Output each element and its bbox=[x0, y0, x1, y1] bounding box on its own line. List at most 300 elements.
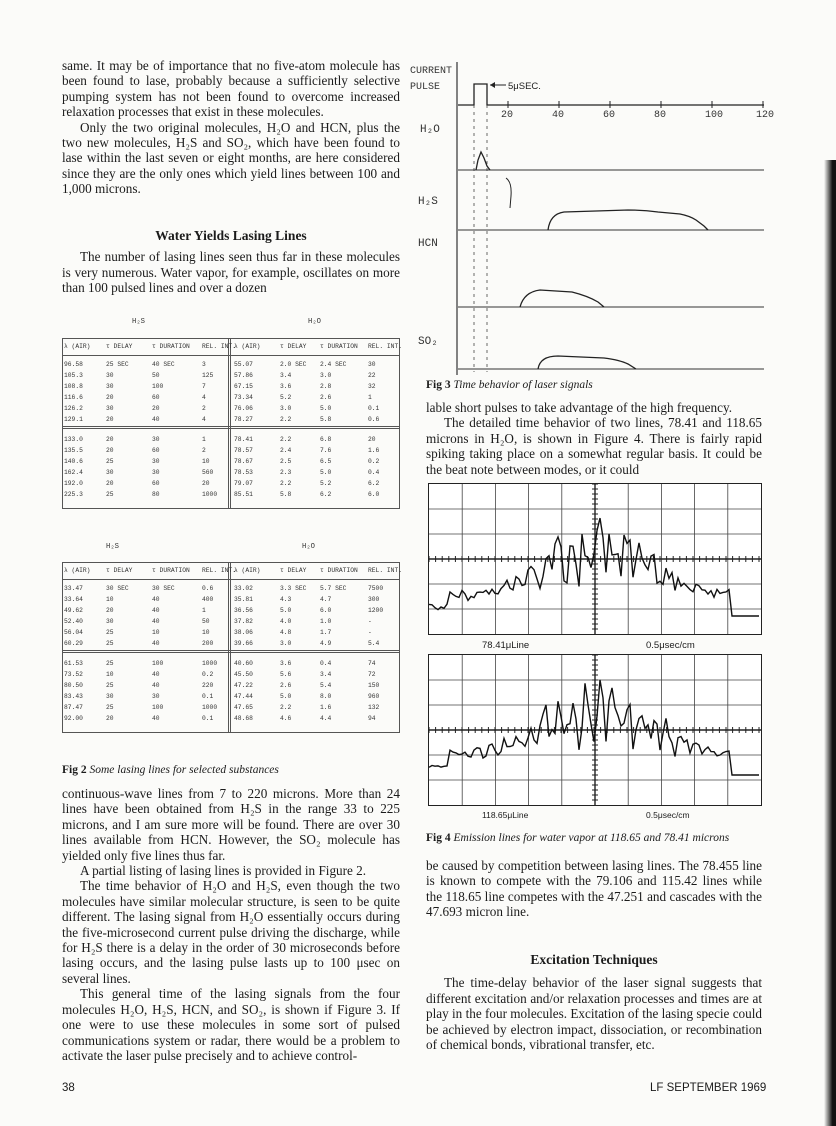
fig3-pulse-note: 5μSEC. bbox=[508, 81, 541, 92]
table-cell: 20 bbox=[202, 480, 210, 487]
table-lower bbox=[62, 562, 403, 742]
fig3-tick-label: 100 bbox=[705, 110, 724, 121]
fig4-caption-text: Emission lines for water vapor at 118.65 and 78.41 microns bbox=[453, 832, 730, 844]
table-cell: 10 bbox=[106, 671, 114, 678]
table-cell: 1000 bbox=[202, 660, 218, 667]
table-cell: 0.1 bbox=[202, 693, 214, 700]
table-rule bbox=[62, 355, 400, 356]
table-row bbox=[62, 671, 400, 679]
paragraph: The time behavior of H₂O and H₂S, even though the two molecules have similar molecular structure, is seen to be quite different. The lasing signal from H₂O essentially occurs during the five-microsecond current pulse driving the discharge, while for H₂S there is a delay in the order of 30 microseconds before lasing occurs, and the lasing pulse lasts up to 100 μsec on several lines. bbox=[62, 878, 400, 986]
table-cell: 20 bbox=[106, 416, 114, 423]
fig3-tick-label: 20 bbox=[501, 110, 514, 121]
table-cell: 1200 bbox=[368, 607, 384, 614]
table-cell: 25 SEC bbox=[106, 361, 129, 368]
table-cell: 2 bbox=[202, 447, 206, 454]
oscilloscope-78-41 bbox=[428, 483, 762, 635]
table-cell: 30 bbox=[106, 405, 114, 412]
table-cell: 1.6 bbox=[320, 704, 332, 711]
table-cell: 22 bbox=[368, 372, 376, 379]
table-cell: 25 bbox=[106, 660, 114, 667]
table-cell: 10 bbox=[202, 458, 210, 465]
table-cell: 4.7 bbox=[320, 596, 332, 603]
table-cell: 52.40 bbox=[64, 618, 83, 625]
table-header-cell: τ DELAY bbox=[106, 343, 133, 350]
table-cell: 60 bbox=[152, 480, 160, 487]
table-cell: 5.0 bbox=[320, 469, 332, 476]
table-cell: 192.0 bbox=[64, 480, 83, 487]
table-cell: 6.2 bbox=[320, 491, 332, 498]
table-title-h2s-lower: H₂S bbox=[106, 543, 119, 551]
table-cell: 8.0 bbox=[320, 693, 332, 700]
table-row bbox=[62, 704, 400, 712]
table-cell: 60 bbox=[152, 394, 160, 401]
table-cell: 30 bbox=[106, 469, 114, 476]
table-cell: 78.53 bbox=[234, 469, 253, 476]
fig3-tick-label: 120 bbox=[756, 110, 775, 121]
table-cell: 3.0 bbox=[280, 405, 292, 412]
table-cell: 30 bbox=[368, 361, 376, 368]
table-header-cell: λ (AIR) bbox=[234, 343, 261, 350]
table-cell: 36.56 bbox=[234, 607, 253, 614]
table-cell: 133.0 bbox=[64, 436, 83, 443]
table-rule bbox=[62, 338, 400, 339]
table-cell: 39.66 bbox=[234, 640, 253, 647]
table-row bbox=[62, 394, 400, 402]
paragraph: lable short pulses to take advantage of the high frequency. bbox=[426, 400, 733, 415]
table-cell: 79.07 bbox=[234, 480, 253, 487]
table-cell: 49.62 bbox=[64, 607, 83, 614]
table-rule bbox=[62, 650, 400, 651]
table-cell: 83.43 bbox=[64, 693, 83, 700]
table-cell: 200 bbox=[202, 640, 214, 647]
table-header-cell: τ DELAY bbox=[106, 567, 133, 574]
table-cell: 140.6 bbox=[64, 458, 83, 465]
page-edge-shadow bbox=[824, 160, 836, 1126]
h2o-trace bbox=[476, 152, 490, 170]
table-cell: 40 bbox=[152, 607, 160, 614]
table-cell: 5.7 SEC bbox=[320, 585, 347, 592]
table-cell: 4.9 bbox=[320, 640, 332, 647]
table-header-cell: τ DELAY bbox=[280, 567, 307, 574]
table-cell: 3.3 SEC bbox=[280, 585, 307, 592]
scope1-svg bbox=[429, 484, 761, 634]
table-cell: 10 bbox=[106, 596, 114, 603]
table-cell: 6.8 bbox=[320, 436, 332, 443]
table-title-h2o-lower: H₂O bbox=[302, 543, 315, 551]
table-cell: 78.41 bbox=[234, 436, 253, 443]
table-cell: 1 bbox=[202, 436, 206, 443]
table-row bbox=[62, 416, 400, 424]
table-cell: 3.0 bbox=[320, 372, 332, 379]
paragraph: The number of lasing lines seen thus far in these molecules is very numerous. Water vapor, for example, oscillates on more than 100 pulsed lines and over a dozen bbox=[62, 249, 400, 296]
paragraph: same. It may be of importance that no five-atom molecule has been found to lase, probably because a sufficiently selective pumping system has not been found to overcome increased relaxation processes that exist in these molecules. bbox=[62, 58, 400, 120]
table-cell: 560 bbox=[202, 469, 214, 476]
table-cell: 45.50 bbox=[234, 671, 253, 678]
table-cell: 35.81 bbox=[234, 596, 253, 603]
right-column-bottom bbox=[426, 858, 762, 920]
table-cell: 100 bbox=[152, 704, 164, 711]
table-header-cell: λ (AIR) bbox=[64, 567, 91, 574]
paragraph: be caused by competition between lasing lines. The 78.455 line is known to compete with the 79.106 and 115.42 lines while the 118.65 line competes with the 47.251 and cascades with the 47.693 micron line. bbox=[426, 858, 762, 920]
table-row bbox=[62, 640, 400, 648]
table-cell: 4.6 bbox=[280, 715, 292, 722]
table-header-cell: τ DELAY bbox=[280, 343, 307, 350]
table-cell: 6.0 bbox=[368, 491, 380, 498]
table-cell: 30 bbox=[152, 458, 160, 465]
table-cell: 4.0 bbox=[280, 618, 292, 625]
paragraph: A partial listing of lasing lines is provided in Figure 2. bbox=[80, 863, 367, 879]
table-cell: 25 bbox=[106, 704, 114, 711]
table-row bbox=[62, 480, 400, 488]
table-cell: 50 bbox=[202, 618, 210, 625]
table-cell: 87.47 bbox=[64, 704, 83, 711]
table-cell: 2.6 bbox=[280, 682, 292, 689]
page-number: 38 bbox=[62, 1082, 75, 1094]
fig3-svg bbox=[408, 60, 775, 378]
table-row bbox=[62, 436, 400, 444]
table-rule bbox=[62, 652, 400, 653]
fig2-caption bbox=[62, 764, 279, 776]
table-row bbox=[62, 660, 400, 668]
oscilloscope-118-65 bbox=[428, 654, 762, 806]
table-cell: 2.8 bbox=[320, 383, 332, 390]
paragraph: Only the two original molecules, H₂O and HCN, plus the two new molecules, H₂S and SO₂, which have been found to lase within the last seven or eight months, are here considered since they are the only ones which yield lines between 100 and 1,000 microns. bbox=[62, 119, 400, 197]
fig2-caption-number: Fig 2 bbox=[62, 764, 87, 776]
table-cell: 40 SEC bbox=[152, 361, 175, 368]
fig3-label-pulse: PULSE bbox=[410, 82, 441, 93]
table-cell: 40 bbox=[152, 715, 160, 722]
table-cell: 4 bbox=[202, 394, 206, 401]
table-rule bbox=[62, 732, 400, 733]
fig3-row-label-h2s: H₂S bbox=[418, 196, 438, 208]
fig3-timing-diagram bbox=[408, 60, 775, 378]
table-cell: 60 bbox=[152, 447, 160, 454]
table-cell: 20 bbox=[106, 607, 114, 614]
fig3-caption-text: Time behavior of laser signals bbox=[453, 379, 593, 391]
table-cell: 80.50 bbox=[64, 682, 83, 689]
table-title-h2s: H₂S bbox=[132, 318, 145, 326]
table-cell: 5.2 bbox=[320, 480, 332, 487]
so2-trace bbox=[538, 356, 636, 369]
fig3-row-label-h2o: H₂O bbox=[420, 124, 440, 136]
table-rule bbox=[62, 426, 400, 427]
table-cell: 2.3 bbox=[280, 469, 292, 476]
fig3-row-label-so2: SO₂ bbox=[418, 336, 438, 348]
table-rule bbox=[62, 562, 400, 563]
scope2-scale-label: 0.5μsec/cm bbox=[646, 810, 690, 820]
table-cell: 5.2 bbox=[280, 394, 292, 401]
table-rule bbox=[62, 579, 400, 580]
fig3-tick-label: 40 bbox=[552, 110, 565, 121]
table-cell: 2.2 bbox=[280, 416, 292, 423]
table-cell: 40 bbox=[152, 640, 160, 647]
table-row bbox=[62, 447, 400, 455]
table-row bbox=[62, 607, 400, 615]
table-row bbox=[62, 458, 400, 466]
table-cell: 0.6 bbox=[368, 416, 380, 423]
table-cell: 1000 bbox=[202, 704, 218, 711]
table-cell: 47.44 bbox=[234, 693, 253, 700]
table-cell: 47.65 bbox=[234, 704, 253, 711]
section-excitation bbox=[426, 952, 762, 1052]
table-cell: 3 bbox=[202, 361, 206, 368]
table-cell: 76.06 bbox=[234, 405, 253, 412]
table-cell: 6.2 bbox=[368, 480, 380, 487]
table-cell: 2.0 SEC bbox=[280, 361, 307, 368]
fig4-caption bbox=[426, 832, 729, 844]
table-cell: 30 bbox=[106, 618, 114, 625]
table-cell: 2.6 bbox=[320, 394, 332, 401]
table-upper bbox=[62, 338, 403, 518]
table-cell: 960 bbox=[368, 693, 380, 700]
paragraph: The time-delay behavior of the laser signal suggests that different excitation and/or relaxation processes and times are at play in the four molecules. Excitation of the lasing specie could be achieved by electron impact, dissociation, or recombination of chemical bonds, vibrational transfer, etc. bbox=[426, 975, 762, 1053]
left-column-top bbox=[62, 58, 400, 197]
table-cell: 108.8 bbox=[64, 383, 83, 390]
table-header-cell: REL. INT. bbox=[202, 343, 237, 350]
table-cell: 2.4 SEC bbox=[320, 361, 347, 368]
table-cell: 73.34 bbox=[234, 394, 253, 401]
table-header-row bbox=[62, 567, 403, 575]
table-cell: 10 bbox=[202, 629, 210, 636]
table-cell: 129.1 bbox=[64, 416, 83, 423]
table-cell: 25 bbox=[106, 458, 114, 465]
table-header-cell: REL. INT. bbox=[368, 567, 403, 574]
table-cell: 7.6 bbox=[320, 447, 332, 454]
table-cell: 6.5 bbox=[320, 458, 332, 465]
table-cell: 96.58 bbox=[64, 361, 83, 368]
table-cell: 1 bbox=[202, 607, 206, 614]
table-cell: 4.3 bbox=[280, 596, 292, 603]
table-row bbox=[62, 491, 400, 499]
table-cell: 33.64 bbox=[64, 596, 83, 603]
table-cell: 5.0 bbox=[280, 607, 292, 614]
table-cell: 30 SEC bbox=[152, 585, 175, 592]
table-cell: 20 bbox=[106, 436, 114, 443]
scope2-line-label: 118.65μLine bbox=[482, 810, 529, 820]
table-header-cell: τ DURATION bbox=[320, 343, 358, 350]
table-header-cell: REL. INT. bbox=[368, 343, 403, 350]
table-cell: 5.6 bbox=[280, 671, 292, 678]
table-cell: 1.7 bbox=[320, 629, 332, 636]
table-cell: 74 bbox=[368, 660, 376, 667]
table-cell: 3.0 bbox=[280, 640, 292, 647]
table-title-h2o: H₂O bbox=[308, 318, 321, 326]
table-rule bbox=[62, 428, 400, 429]
table-cell: 5.8 bbox=[320, 416, 332, 423]
table-cell: 56.04 bbox=[64, 629, 83, 636]
table-cell: 2 bbox=[202, 405, 206, 412]
table-cell: 3.4 bbox=[280, 372, 292, 379]
table-cell: 55.07 bbox=[234, 361, 253, 368]
table-cell: 0.2 bbox=[202, 671, 214, 678]
fig4-caption-number: Fig 4 bbox=[426, 832, 451, 844]
table-cell: 40 bbox=[152, 416, 160, 423]
table-cell: 57.86 bbox=[234, 372, 253, 379]
table-row bbox=[62, 618, 400, 626]
table-cell: 3.6 bbox=[280, 383, 292, 390]
table-row bbox=[62, 596, 400, 604]
table-cell: 40 bbox=[152, 671, 160, 678]
table-cell: 2.2 bbox=[280, 480, 292, 487]
table-cell: 50 bbox=[152, 372, 160, 379]
scope2-svg bbox=[429, 655, 761, 805]
table-cell: 80 bbox=[152, 491, 160, 498]
table-cell: 0.1 bbox=[202, 715, 214, 722]
table-header-cell: τ DURATION bbox=[152, 343, 190, 350]
table-cell: 105.3 bbox=[64, 372, 83, 379]
table-cell: 20 bbox=[106, 480, 114, 487]
right-column-mid bbox=[426, 400, 762, 477]
table-cell: 7500 bbox=[368, 585, 384, 592]
table-cell: 100 bbox=[152, 660, 164, 667]
table-cell: 0.6 bbox=[202, 585, 214, 592]
table-cell: 7 bbox=[202, 383, 206, 390]
left-column-bottom bbox=[62, 786, 400, 1063]
table-cell: 92.00 bbox=[64, 715, 83, 722]
table-cell: 20 bbox=[106, 447, 114, 454]
section-heading: Excitation Techniques bbox=[530, 952, 658, 967]
table-cell: 0.2 bbox=[368, 458, 380, 465]
table-cell: 3.4 bbox=[320, 671, 332, 678]
table-cell: - bbox=[368, 618, 372, 625]
table-cell: 30 bbox=[106, 372, 114, 379]
table-cell: 73.52 bbox=[64, 671, 83, 678]
section-water bbox=[62, 228, 400, 296]
table-row bbox=[62, 383, 400, 391]
table-row bbox=[62, 585, 400, 593]
table-cell: 5.0 bbox=[280, 693, 292, 700]
table-cell: 20 bbox=[152, 405, 160, 412]
table-cell: 126.2 bbox=[64, 405, 83, 412]
table-cell: 6.0 bbox=[320, 607, 332, 614]
fig2-caption-text: Some lasing lines for selected substances bbox=[89, 764, 279, 776]
fig3-row-label-hcn: HCN bbox=[418, 238, 438, 250]
table-cell: 25 bbox=[106, 682, 114, 689]
fig3-label-current: CURRENT bbox=[410, 66, 453, 77]
table-header-row bbox=[62, 343, 403, 351]
table-cell: 10 bbox=[152, 629, 160, 636]
table-cell: 60.29 bbox=[64, 640, 83, 647]
table-cell: 72 bbox=[368, 671, 376, 678]
table-cell: 125 bbox=[202, 372, 214, 379]
table-row bbox=[62, 693, 400, 701]
table-cell: 25 bbox=[106, 491, 114, 498]
table-cell: 0.4 bbox=[368, 469, 380, 476]
table-cell: 5.8 bbox=[280, 491, 292, 498]
table-cell: 2.2 bbox=[280, 436, 292, 443]
table-cell: 78.57 bbox=[234, 447, 253, 454]
table-cell: 32 bbox=[368, 383, 376, 390]
hcn-trace bbox=[520, 290, 604, 307]
table-row bbox=[62, 682, 400, 690]
table-cell: 162.4 bbox=[64, 469, 83, 476]
fig3-tick-label: 60 bbox=[603, 110, 616, 121]
table-cell: 1000 bbox=[202, 491, 218, 498]
table-cell: 5.4 bbox=[368, 640, 380, 647]
table-cell: 1.6 bbox=[368, 447, 380, 454]
table-row bbox=[62, 469, 400, 477]
table-header-cell: λ (AIR) bbox=[64, 343, 91, 350]
lasing-lines-table bbox=[62, 318, 403, 758]
table-cell: 0.1 bbox=[368, 405, 380, 412]
scope1-line-label: 78.41μLine bbox=[482, 640, 530, 651]
table-cell: 5.0 bbox=[320, 405, 332, 412]
table-cell: 33.47 bbox=[64, 585, 83, 592]
table-cell: 20 bbox=[368, 436, 376, 443]
table-cell: 4 bbox=[202, 416, 206, 423]
table-row bbox=[62, 715, 400, 723]
table-row bbox=[62, 405, 400, 413]
table-cell: 61.53 bbox=[64, 660, 83, 667]
current-pulse-trace bbox=[458, 84, 764, 105]
table-cell: 150 bbox=[368, 682, 380, 689]
table-cell: 85.51 bbox=[234, 491, 253, 498]
table-cell: 2.2 bbox=[280, 704, 292, 711]
h2s-trace bbox=[548, 210, 708, 230]
table-header-cell: τ DURATION bbox=[152, 567, 190, 574]
table-cell: 4.8 bbox=[280, 629, 292, 636]
table-rule bbox=[62, 508, 400, 509]
table-cell: 37.82 bbox=[234, 618, 253, 625]
table-cell: 78.27 bbox=[234, 416, 253, 423]
table-cell: 30 bbox=[152, 693, 160, 700]
paragraph: continuous-wave lines from 7 to 220 microns. More than 24 lines have been obtained from H₂S in the range 33 to 225 microns, and I am sure more will be found. There are over 30 lines available from HCN. However, the SO₂ molecule has yielded only five lines thus far. bbox=[62, 786, 400, 863]
scope1-scale-label: 0.5μsec/cm bbox=[646, 640, 695, 651]
table-cell: 40 bbox=[152, 682, 160, 689]
table-cell: 2.4 bbox=[280, 447, 292, 454]
table-cell: 40 bbox=[152, 618, 160, 625]
table-row bbox=[62, 629, 400, 637]
fig3-ticks bbox=[501, 101, 774, 121]
table-cell: 20 bbox=[106, 715, 114, 722]
table-row bbox=[62, 372, 400, 380]
table-cell: 0.4 bbox=[320, 660, 332, 667]
table-cell: - bbox=[368, 629, 372, 636]
table-header-cell: λ (AIR) bbox=[234, 567, 261, 574]
table-cell: 48.68 bbox=[234, 715, 253, 722]
table-cell: 30 SEC bbox=[106, 585, 129, 592]
table-header-cell: REL. INT. bbox=[202, 567, 237, 574]
fig3-tick-label: 80 bbox=[654, 110, 667, 121]
table-cell: 135.5 bbox=[64, 447, 83, 454]
table-cell: 225.3 bbox=[64, 491, 83, 498]
table-cell: 67.15 bbox=[234, 383, 253, 390]
paragraph: This general time of the lasing signals from the four molecules H₂O, H₂S, HCN, and SO₂, is shown if Figure 3. If one were to use these molecules in some sort of pulsed communications system or radar, there would be a problem to activate the laser pulse precisely and to achieve control- bbox=[62, 986, 400, 1063]
table-cell: 3.6 bbox=[280, 660, 292, 667]
table-cell: 25 bbox=[106, 629, 114, 636]
fig3-caption bbox=[426, 379, 593, 391]
table-cell: 30 bbox=[106, 693, 114, 700]
scope-trace bbox=[429, 518, 759, 616]
table-cell: 30 bbox=[106, 383, 114, 390]
h2s-delay-trace bbox=[506, 178, 511, 208]
paragraph: The detailed time behavior of two lines, 78.41 and 118.65 microns in H₂O, is shown in Figure 4. There is fairly rapid spiking taking place on a somewhat regular basis. It could be the beat note between modes, or it could bbox=[426, 415, 762, 477]
table-cell: 1 bbox=[368, 394, 372, 401]
table-cell: 30 bbox=[152, 469, 160, 476]
table-cell: 2.5 bbox=[280, 458, 292, 465]
table-cell: 20 bbox=[106, 394, 114, 401]
table-cell: 40.60 bbox=[234, 660, 253, 667]
table-cell: 25 bbox=[106, 640, 114, 647]
table-cell: 78.67 bbox=[234, 458, 253, 465]
table-cell: 1.0 bbox=[320, 618, 332, 625]
journal-footer: LF SEPTEMBER 1969 bbox=[650, 1082, 767, 1094]
table-cell: 38.06 bbox=[234, 629, 253, 636]
table-cell: 220 bbox=[202, 682, 214, 689]
section-heading: Water Yields Lasing Lines bbox=[155, 228, 307, 243]
table-cell: 30 bbox=[152, 436, 160, 443]
table-cell: 300 bbox=[368, 596, 380, 603]
